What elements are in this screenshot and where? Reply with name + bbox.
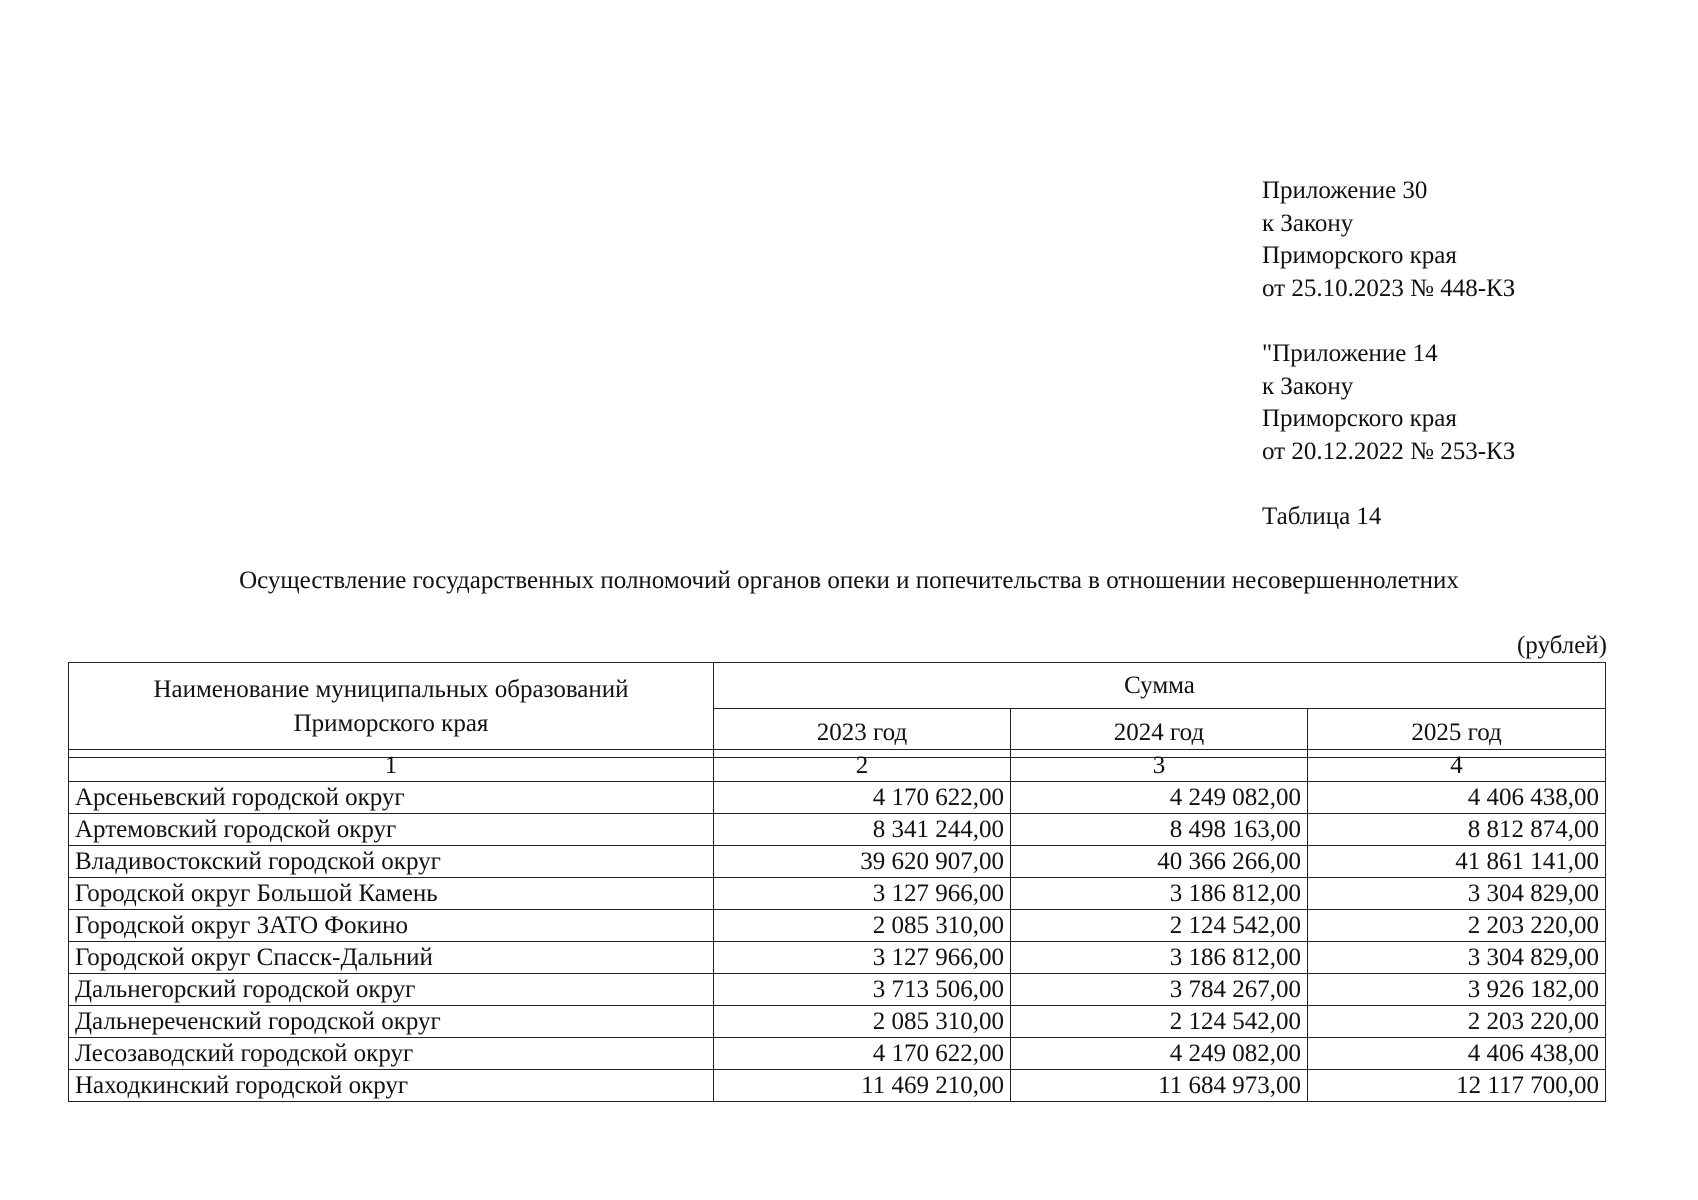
amount-2025: 4 406 438,00 — [1308, 1038, 1606, 1070]
table-row — [69, 1006, 1606, 1038]
amount-2024: 11 684 973,00 — [1011, 1070, 1308, 1102]
table-row — [69, 1038, 1606, 1070]
header-name-line: Приморского края — [293, 710, 489, 737]
column-number: 1 — [69, 750, 714, 782]
amount-2025: 41 861 141,00 — [1308, 846, 1606, 878]
amount-2023: 8 341 244,00 — [714, 814, 1011, 846]
appendix-reference-current — [1262, 175, 1515, 305]
amount-2025: 2 203 220,00 — [1308, 1006, 1606, 1038]
amount-2023: 3 127 966,00 — [714, 942, 1011, 974]
amount-2025: 3 926 182,00 — [1308, 974, 1606, 1006]
header-name-line: Наименование муниципальных образований — [153, 676, 629, 703]
municipality-name: Находкинский городской округ — [69, 1070, 714, 1102]
header-sum: Сумма — [714, 663, 1606, 709]
amount-2025: 4 406 438,00 — [1308, 782, 1606, 814]
amount-2023: 2 085 310,00 — [714, 910, 1011, 942]
column-number: 2 — [714, 750, 1011, 782]
amount-2023: 11 469 210,00 — [714, 1070, 1011, 1102]
municipality-name: Дальнереченский городской округ — [69, 1006, 714, 1038]
table-label: Таблица 14 — [1262, 503, 1382, 530]
amount-2023: 4 170 622,00 — [714, 782, 1011, 814]
municipality-name: Городской округ Спасск-Дальний — [69, 942, 714, 974]
header-year-2023: 2023 год — [714, 709, 1011, 758]
municipality-name: Владивостокский городской округ — [69, 846, 714, 878]
amount-2024: 3 784 267,00 — [1011, 974, 1308, 1006]
amount-2023: 3 127 966,00 — [714, 878, 1011, 910]
table-row — [69, 846, 1606, 878]
amount-2024: 3 186 812,00 — [1011, 942, 1308, 974]
amount-2025: 3 304 829,00 — [1308, 878, 1606, 910]
header-municipality-name — [69, 663, 714, 758]
units-label: (рублей) — [1516, 632, 1607, 659]
table-row — [69, 942, 1606, 974]
column-number: 3 — [1011, 750, 1308, 782]
appendix-line: "Приложение 14 — [1262, 340, 1438, 367]
table-row — [69, 974, 1606, 1006]
amount-2024: 4 249 082,00 — [1011, 1038, 1308, 1070]
amount-2024: 2 124 542,00 — [1011, 910, 1308, 942]
amount-2024: 40 366 266,00 — [1011, 846, 1308, 878]
amount-2023: 39 620 907,00 — [714, 846, 1011, 878]
table-row — [69, 910, 1606, 942]
amount-2024: 4 249 082,00 — [1011, 782, 1308, 814]
municipality-name: Лесозаводский городской округ — [69, 1038, 714, 1070]
amount-2023: 4 170 622,00 — [714, 1038, 1011, 1070]
amount-2023: 2 085 310,00 — [714, 1006, 1011, 1038]
table-row — [69, 878, 1606, 910]
appendix-line: от 25.10.2023 № 448-КЗ — [1262, 274, 1516, 302]
municipality-name: Артемовский городской округ — [69, 814, 714, 846]
header-year-2024: 2024 год — [1011, 709, 1308, 758]
column-number: 4 — [1308, 750, 1606, 782]
amount-2023: 3 713 506,00 — [714, 974, 1011, 1006]
appendix-line: Приложение 30 — [1262, 177, 1428, 204]
table-header — [68, 662, 1606, 758]
amount-2025: 12 117 700,00 — [1308, 1070, 1606, 1102]
municipality-name: Городской округ Большой Камень — [69, 878, 714, 910]
municipality-name: Городской округ ЗАТО Фокино — [69, 910, 714, 942]
appendix-line: к Закону — [1262, 372, 1354, 400]
appendix-line: от 20.12.2022 № 253-КЗ — [1262, 437, 1516, 465]
amount-2024: 8 498 163,00 — [1011, 814, 1308, 846]
municipality-name: Арсеньевский городской округ — [69, 782, 714, 814]
amount-2025: 8 812 874,00 — [1308, 814, 1606, 846]
amount-2024: 3 186 812,00 — [1011, 878, 1308, 910]
appendix-reference-amended — [1262, 338, 1515, 468]
amount-2025: 3 304 829,00 — [1308, 942, 1606, 974]
appendix-line: Приморского края — [1262, 242, 1457, 269]
table-row — [69, 782, 1606, 814]
municipality-name: Дальнегорский городской округ — [69, 974, 714, 1006]
document-title: Осуществление государственных полномочий органов опеки и попечительства в отношении несовершеннолетних — [239, 567, 1459, 594]
header-year-2025: 2025 год — [1308, 709, 1606, 758]
data-table — [68, 749, 1606, 1102]
table-row — [69, 1070, 1606, 1102]
column-numbers-row — [69, 750, 1606, 782]
table-row — [69, 814, 1606, 846]
amount-2025: 2 203 220,00 — [1308, 910, 1606, 942]
amount-2024: 2 124 542,00 — [1011, 1006, 1308, 1038]
appendix-line: к Закону — [1262, 209, 1354, 237]
appendix-line: Приморского края — [1262, 405, 1457, 432]
